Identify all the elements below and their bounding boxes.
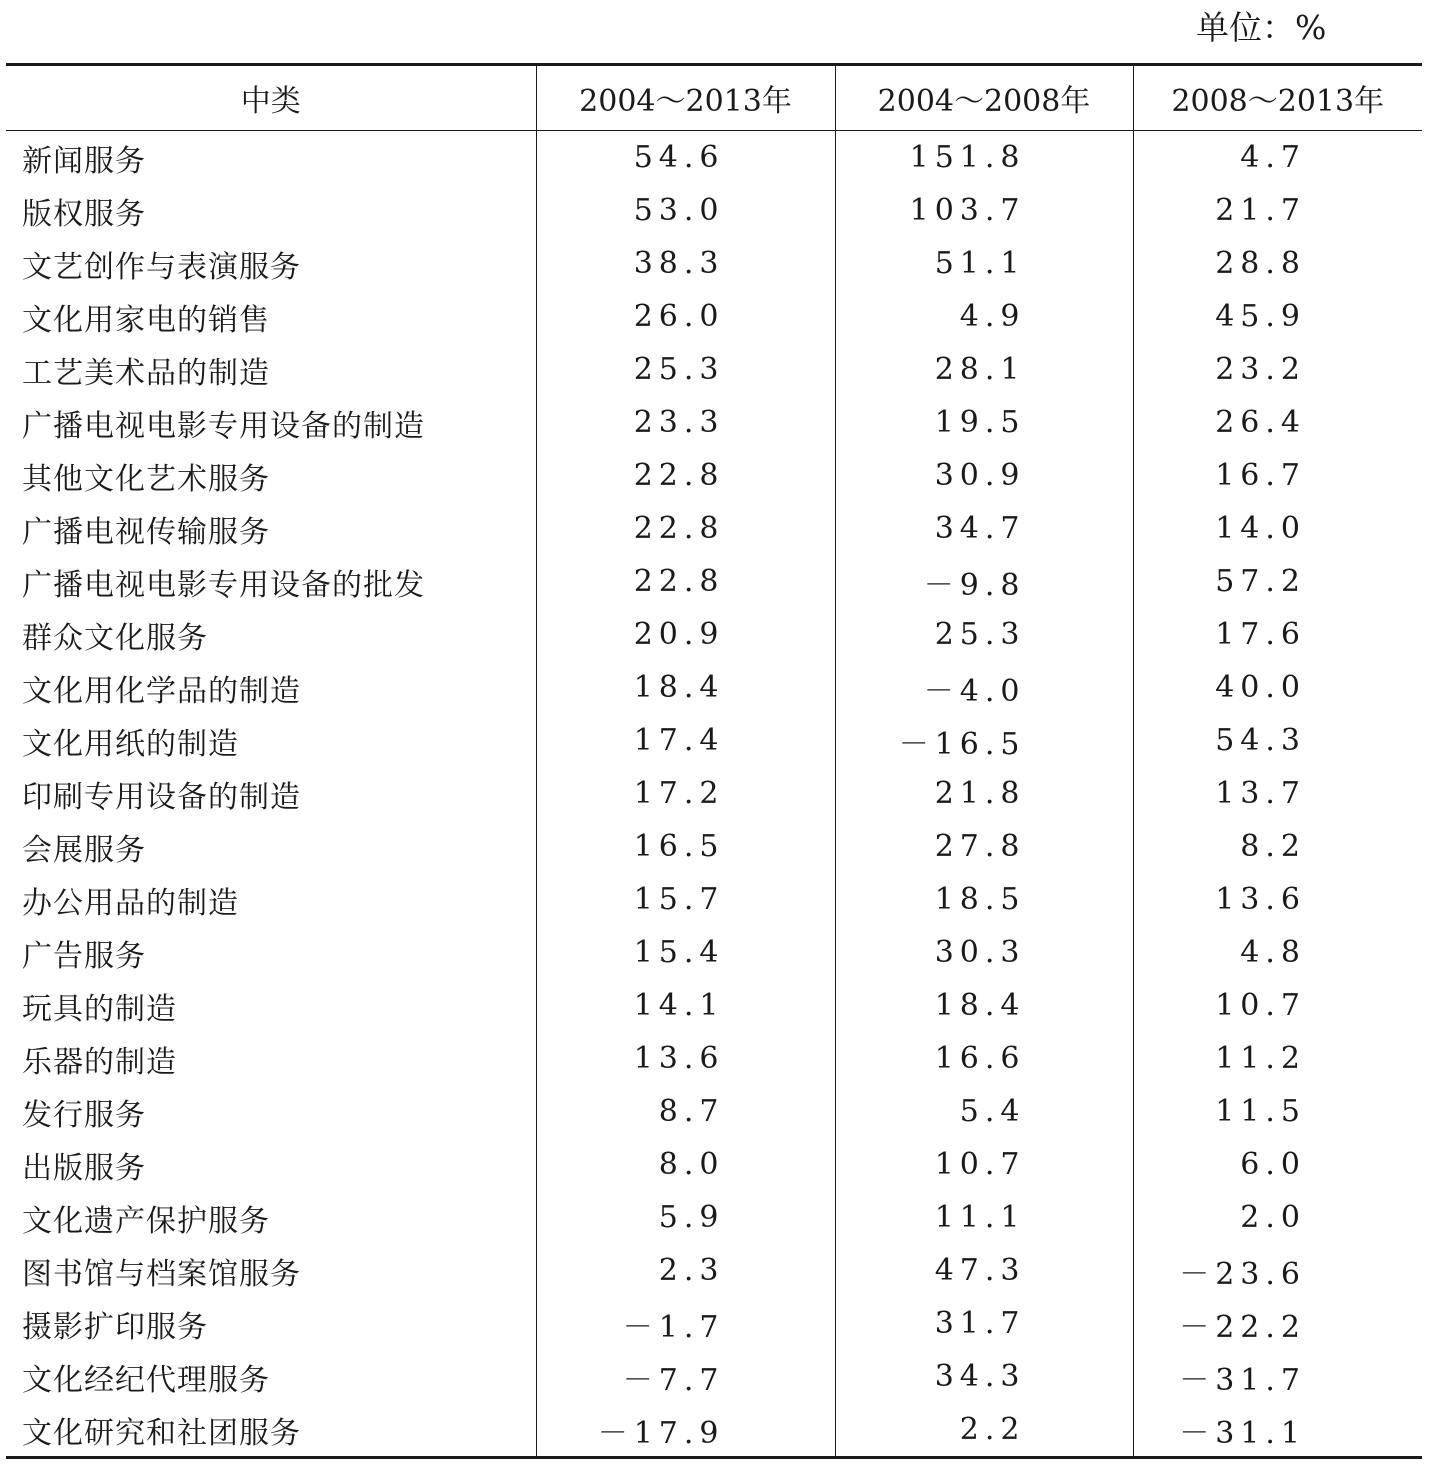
category-cell: 广播电视传输服务 [22,514,270,550]
value-2004-2008: 21.8 [835,767,1133,820]
value-2008-2013: －22.2 [1133,1297,1422,1350]
category-cell: 图书馆与档案馆服务 [22,1256,301,1292]
category-cell: 新闻服务 [22,143,146,179]
value-2008-2013: 26.4 [1133,396,1422,449]
table-row [6,661,1422,714]
value-2004-2008: 30.9 [835,449,1133,502]
table-row [6,873,1422,926]
table-row [6,1244,1422,1297]
value-2004-2013: 13.6 [536,1032,835,1085]
value-2008-2013: －31.1 [1133,1403,1422,1458]
value-2004-2008: 151.8 [835,131,1133,185]
value-2008-2013: 11.2 [1133,1032,1422,1085]
value-2004-2008: 11.1 [835,1191,1133,1244]
value-2008-2013: －23.6 [1133,1244,1422,1297]
category-cell: 文化用化学品的制造 [22,673,301,709]
category-cell: 广播电视电影专用设备的批发 [22,567,425,603]
category-cell: 广播电视电影专用设备的制造 [22,408,425,444]
table-row [6,1085,1422,1138]
table-row [6,555,1422,608]
category-cell: 乐器的制造 [22,1044,177,1080]
value-2004-2008: 5.4 [835,1085,1133,1138]
value-2004-2008: 27.8 [835,820,1133,873]
value-2008-2013: 54.3 [1133,714,1422,767]
value-2004-2013: 15.4 [536,926,835,979]
value-2004-2008: －16.5 [835,714,1133,767]
table-row [6,767,1422,820]
value-2004-2013: 8.7 [536,1085,835,1138]
growth-rate-table [6,63,1422,1459]
value-2004-2008: 51.1 [835,237,1133,290]
value-2008-2013: 28.8 [1133,237,1422,290]
header-2004-2008: 2004～2008年 [835,65,1133,131]
value-2008-2013: 16.7 [1133,449,1422,502]
category-cell: 出版服务 [22,1150,146,1186]
table-row [6,502,1422,555]
value-2004-2013: 2.3 [536,1244,835,1297]
value-2004-2008: 19.5 [835,396,1133,449]
value-2004-2013: 23.3 [536,396,835,449]
category-cell: 印刷专用设备的制造 [22,779,301,815]
value-2004-2008: －9.8 [835,555,1133,608]
value-2004-2008: 18.4 [835,979,1133,1032]
value-2008-2013: 4.8 [1133,926,1422,979]
value-2008-2013: 4.7 [1133,131,1422,185]
category-cell: 发行服务 [22,1097,146,1133]
category-cell: 文艺创作与表演服务 [22,249,301,285]
category-cell: 群众文化服务 [22,620,208,656]
value-2004-2008: －4.0 [835,661,1133,714]
category-cell: 会展服务 [22,832,146,868]
value-2004-2013: 38.3 [536,237,835,290]
value-2004-2013: 20.9 [536,608,835,661]
value-2004-2013: 14.1 [536,979,835,1032]
table-row [6,979,1422,1032]
table-row [6,820,1422,873]
table-row [6,714,1422,767]
value-2004-2013: 16.5 [536,820,835,873]
value-2004-2008: 103.7 [835,184,1133,237]
table-row [6,1297,1422,1350]
category-cell: 工艺美术品的制造 [22,355,270,391]
value-2008-2013: 45.9 [1133,290,1422,343]
value-2004-2013: 22.8 [536,502,835,555]
value-2008-2013: 13.6 [1133,873,1422,926]
value-2008-2013: 13.7 [1133,767,1422,820]
value-2008-2013: 6.0 [1133,1138,1422,1191]
value-2004-2013: 15.7 [536,873,835,926]
value-2008-2013: 40.0 [1133,661,1422,714]
value-2004-2008: 34.3 [835,1350,1133,1403]
value-2004-2008: 10.7 [835,1138,1133,1191]
value-2004-2008: 31.7 [835,1297,1133,1350]
unit-label: 单位：% [1196,8,1327,47]
value-2004-2008: 4.9 [835,290,1133,343]
value-2004-2013: 54.6 [536,131,835,185]
category-cell: 广告服务 [22,938,146,974]
table-row [6,1191,1422,1244]
value-2004-2013: －17.9 [536,1403,835,1458]
table-row [6,396,1422,449]
category-cell: 文化用家电的销售 [22,302,270,338]
category-cell: 摄影扩印服务 [22,1309,208,1345]
value-2004-2008: 28.1 [835,343,1133,396]
category-cell: 文化用纸的制造 [22,726,239,762]
value-2004-2013: 17.4 [536,714,835,767]
value-2004-2008: 18.5 [835,873,1133,926]
header-category: 中类 [6,65,536,131]
table-row [6,184,1422,237]
category-cell: 版权服务 [22,196,146,232]
header-2008-2013: 2008～2013年 [1133,65,1422,131]
value-2004-2013: 8.0 [536,1138,835,1191]
value-2004-2013: 53.0 [536,184,835,237]
table-row [6,1138,1422,1191]
value-2008-2013: 14.0 [1133,502,1422,555]
value-2008-2013: 57.2 [1133,555,1422,608]
table-header-row [6,65,1422,131]
table-row [6,237,1422,290]
value-2004-2008: 2.2 [835,1403,1133,1458]
value-2004-2013: 17.2 [536,767,835,820]
table-row [6,449,1422,502]
category-cell: 文化遗产保护服务 [22,1203,270,1239]
value-2008-2013: 8.2 [1133,820,1422,873]
value-2004-2008: 25.3 [835,608,1133,661]
value-2004-2013: 18.4 [536,661,835,714]
value-2008-2013: 23.2 [1133,343,1422,396]
value-2008-2013: 21.7 [1133,184,1422,237]
table-row [6,290,1422,343]
table-body [6,131,1422,1458]
table-row [6,1350,1422,1403]
value-2004-2013: 5.9 [536,1191,835,1244]
value-2008-2013: 11.5 [1133,1085,1422,1138]
value-2004-2013: －1.7 [536,1297,835,1350]
value-2004-2008: 30.3 [835,926,1133,979]
value-2004-2008: 16.6 [835,1032,1133,1085]
table-row [6,131,1422,185]
category-cell: 文化研究和社团服务 [22,1415,301,1451]
table-row [6,1403,1422,1458]
table-row [6,343,1422,396]
table-row [6,608,1422,661]
table-row [6,1032,1422,1085]
value-2004-2008: 34.7 [835,502,1133,555]
value-2004-2013: 26.0 [536,290,835,343]
value-2008-2013: 2.0 [1133,1191,1422,1244]
value-2004-2008: 47.3 [835,1244,1133,1297]
category-cell: 文化经纪代理服务 [22,1362,270,1398]
value-2008-2013: －31.7 [1133,1350,1422,1403]
value-2004-2013: －7.7 [536,1350,835,1403]
value-2004-2013: 22.8 [536,449,835,502]
table-row [6,926,1422,979]
category-cell: 其他文化艺术服务 [22,461,270,497]
value-2008-2013: 10.7 [1133,979,1422,1032]
category-cell: 办公用品的制造 [22,885,239,921]
category-cell: 玩具的制造 [22,991,177,1027]
header-2004-2013: 2004～2013年 [536,65,835,131]
value-2008-2013: 17.6 [1133,608,1422,661]
value-2004-2013: 22.8 [536,555,835,608]
value-2004-2013: 25.3 [536,343,835,396]
